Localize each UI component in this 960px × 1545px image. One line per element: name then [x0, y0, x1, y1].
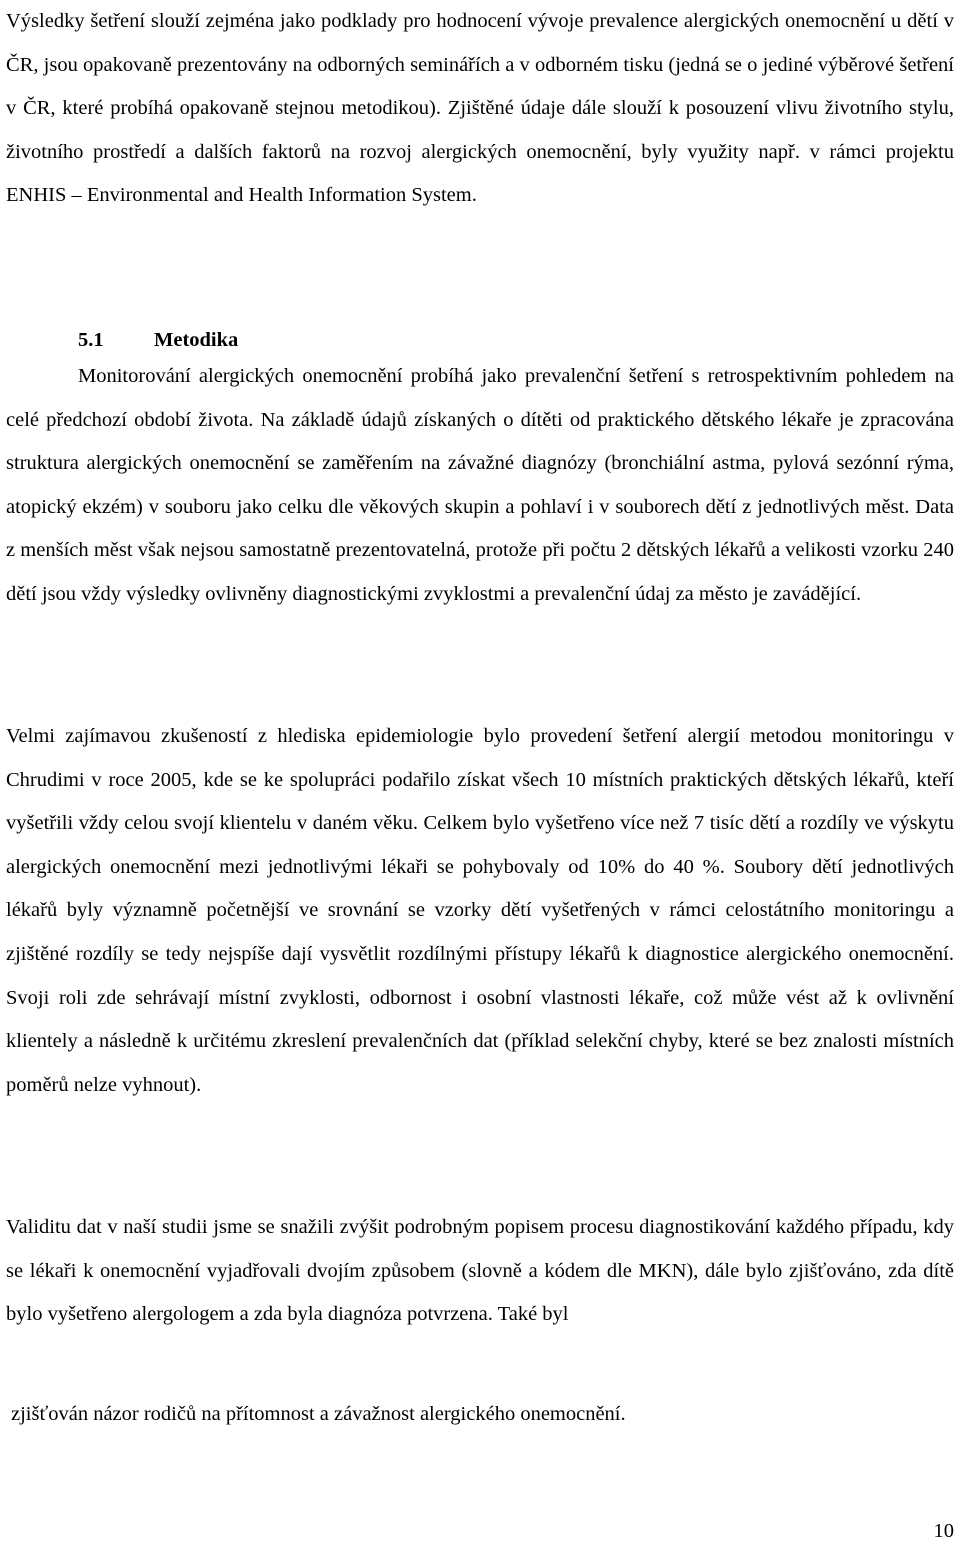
- paragraph-intro: Výsledky šetření slouží zejména jako podklady pro hodnocení vývoje prevalence alergických onemocnění u dětí v ČR, jsou opakovaně prezentovány na odborných seminářích a v odborném tisku (jedná se o jediné výběrové šetření v ČR, které probíhá opakovaně stejnou metodikou). Zjištěné údaje dále slouží k posouzení vlivu životního stylu, životního prostředí a dalších faktorů na rozvoj alergických onemocnění, byly využity např. v rámci projektu ENHIS – Environmental and Health Information System.: [6, 10, 954, 207]
- section-title: Metodika: [154, 329, 239, 351]
- page-number: 10: [933, 1520, 954, 1542]
- section-number: 5.1: [78, 329, 104, 351]
- paragraph-chrudim: Velmi zajímavou zkušeností z hlediska epidemiologie bylo provedení šetření alergií metodou monitoringu v Chrudimi v roce 2005, kde se ke spolupráci podařilo získat všech 10 místních praktických dětských lékařů, kteří vyšetřili vždy celou svojí klientelu v daném věku. Celkem bylo vyšetřeno více než 7 tisíc dětí a rozdíly ve výskytu alergických onemocnění mezi jednotlivými lékaři se pohybovaly od 10% do 40 %. Soubory dětí jednotlivých lékařů byly významně početnější ve srovnání se vzorky dětí vyšetřených v rámci celostátního monitoringu a zjištěné rozdíly se tedy nejspíše dají vysvětlit rozdílnými přístupy lékařů k diagnostice alergického onemocnění. Svoji roli zde sehrávají místní zvyklosti, odbornost i osobní vlastnosti lékaře, což může vést až k ovlivnění klientely a následně k určitému zkreslení prevalenčních dat (příklad selekční chyby, které se bez znalosti místních poměrů nelze vyhnout).: [6, 725, 954, 1096]
- paragraph-methodology: Monitorování alergických onemocnění probíhá jako prevalenční šetření s retrospektivním pohledem na celé předchozí období života. Na základě údajů získaných o dítěti od praktického dětského lékaře je zpracována struktura alergických onemocnění se zaměřením na závažné diagnózy (bronchiální astma, pylová sezónní rýma, atopický ekzém) v souboru jako celku dle věkových skupin a pohlaví i v souborech dětí z jednotlivých měst. Data z menších měst však nejsou samostatně prezentovatelná, protože při počtu 2 dětských lékařů a velikosti vzorku 240 dětí jsou vždy výsledky ovlivněny diagnostickými zvyklostmi a prevalenční údaj za město je zavádějící.: [6, 365, 954, 605]
- paragraph-validity: Validitu dat v naší studii jsme se snažili zvýšit podrobným popisem procesu diagnostikování každého případu, kdy se lékaři k onemocnění vyjadřovali dvojím způsobem (slovně a kódem dle MKN), dále bylo zjišťováno, zda dítě bylo vyšetřeno alergologem a zda byla diagnóza potvrzena. Také byl: [6, 1216, 954, 1326]
- section-heading: [78, 322, 238, 358]
- paragraph-parents-opinion: zjišťován názor rodičů na přítomnost a závažnost alergického onemocnění.: [11, 1403, 626, 1425]
